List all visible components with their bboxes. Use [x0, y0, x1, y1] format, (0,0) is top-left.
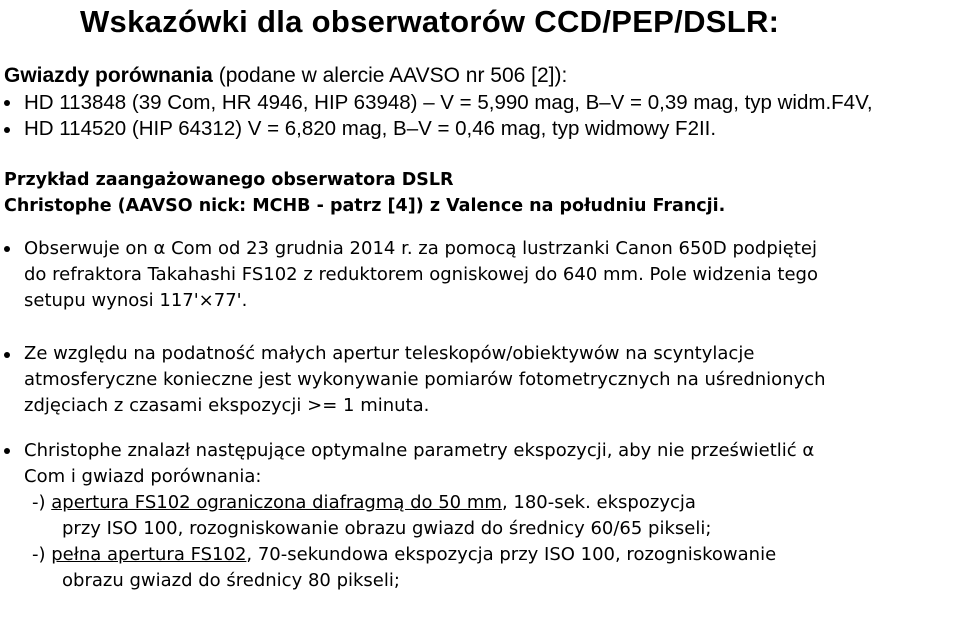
bullet-1-line-1: Obserwuje on α Com od 23 grudnia 2014 r. za pomocą lustrzanki Canon 650D podpiętej: [24, 238, 817, 259]
bullet-2-line-2: atmosferyczne konieczne jest wykonywanie pomiarów fotometrycznych na uśrednionych: [24, 369, 826, 390]
comparison-heading: [4, 64, 567, 88]
comparison-item-2: HD 114520 (HIP 64312) V = 6,820 mag, B–V = 0,46 mag, typ widmowy F2II.: [24, 117, 717, 140]
example-heading-line-2: Christophe (AAVSO nick: MCHB - patrz [4]) z Valence na południu Francji.: [4, 196, 726, 216]
exposure-option-2-aperture: pełna apertura FS102: [51, 544, 247, 565]
bullet-1-line-2: do refraktora Takahashi FS102 z reduktorem ogniskowej do 640 mm. Pole widzenia tego: [24, 264, 818, 285]
exposure-option-2-prefix: -): [32, 544, 52, 565]
bullet-3-line-2: Com i gwiazd porównania:: [24, 466, 262, 487]
page-title: Wskazówki dla obserwatorów CCD/PEP/DSLR:: [80, 4, 780, 39]
bullet-icon: [4, 100, 10, 106]
exposure-option-1: [32, 491, 696, 515]
bullet-icon: [4, 246, 10, 252]
exposure-option-1-cont: przy ISO 100, rozogniskowanie obrazu gwiazd do średnicy 60/65 pikseli;: [62, 518, 712, 539]
exposure-option-1-aperture: apertura FS102 ograniczona diafragmą do 50 mm: [51, 492, 502, 513]
comparison-item-1: HD 113848 (39 Com, HR 4946, HIP 63948) – V = 5,990 mag, B–V = 0,39 mag, typ widm.F4V,: [24, 91, 873, 114]
exposure-option-2-cont: obrazu gwiazd do średnicy 80 pikseli;: [62, 570, 400, 591]
bullet-3-line-1: Christophe znalazł następujące optymalne parametry ekspozycji, aby nie prześwietlić α: [24, 440, 815, 461]
exposure-option-2: [32, 543, 776, 567]
example-heading-line-1: Przykład zaangażowanego obserwatora DSLR: [4, 170, 454, 190]
comparison-heading-bold: Gwiazdy porównania: [4, 64, 213, 87]
bullet-icon: [4, 448, 10, 454]
bullet-icon: [4, 352, 10, 358]
exposure-option-1-prefix: -): [32, 492, 52, 513]
exposure-option-2-rest: , 70-sekundowa ekspozycja przy ISO 100, rozogniskowanie: [246, 544, 777, 565]
bullet-icon: [4, 127, 10, 133]
comparison-heading-rest: (podane w alercie AAVSO nr 506 [2]):: [212, 64, 568, 87]
bullet-1-line-3: setupu wynosi 117'×77'.: [24, 290, 248, 311]
exposure-option-1-rest: , 180-sek. ekspozycja: [501, 492, 696, 513]
bullet-2-line-1: Ze względu na podatność małych apertur teleskopów/obiektywów na scyntylacje: [24, 343, 755, 364]
bullet-2-line-3: zdjęciach z czasami ekspozycji >= 1 minuta.: [24, 395, 430, 416]
